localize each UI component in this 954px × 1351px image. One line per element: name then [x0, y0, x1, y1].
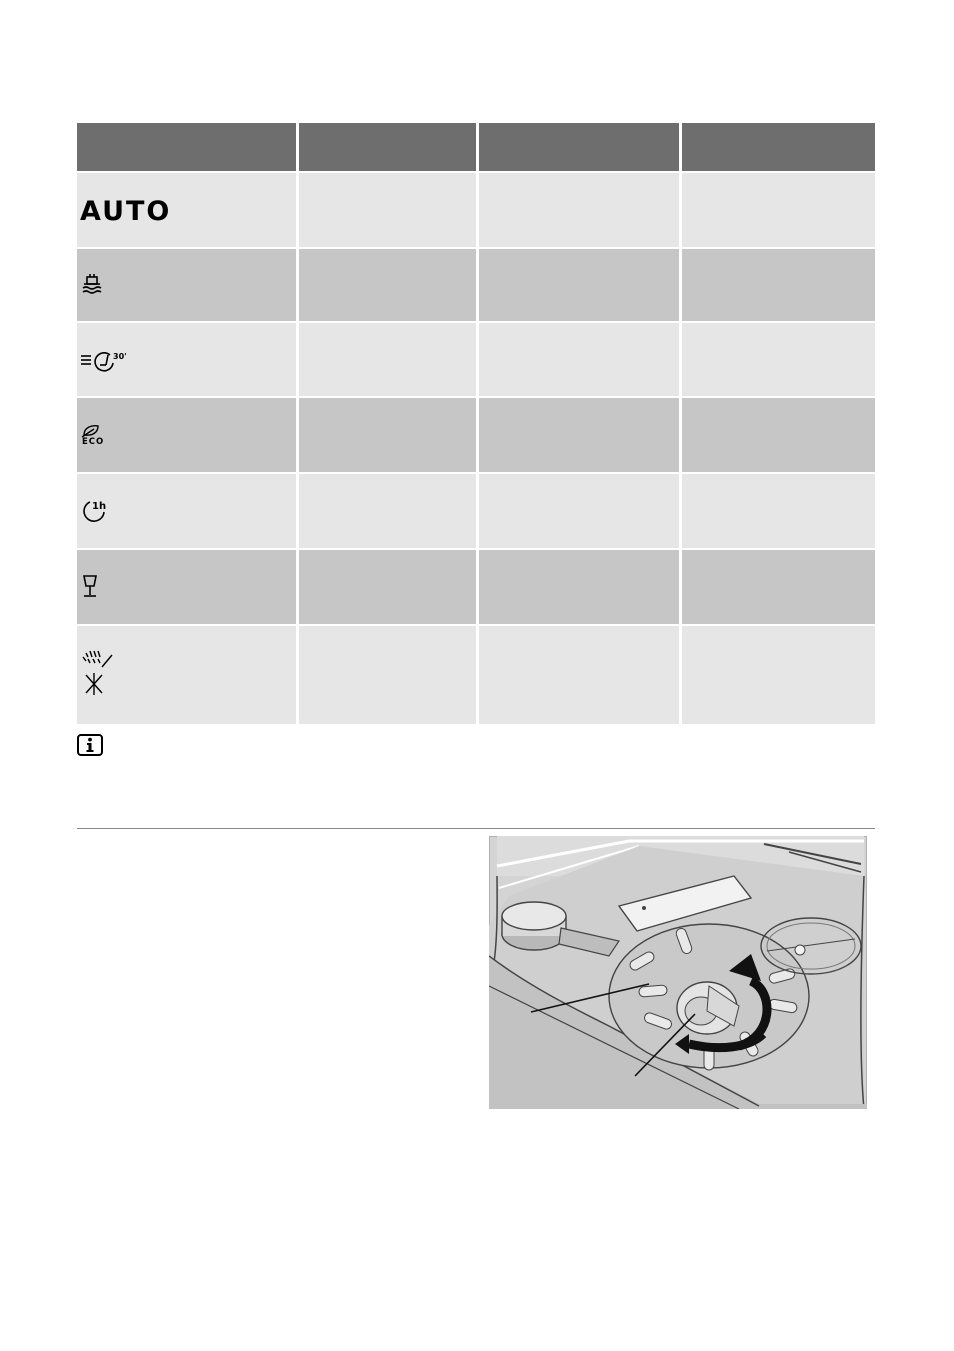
table-cell: [477, 625, 680, 725]
header-cell: [680, 123, 875, 172]
header-cell: [297, 123, 477, 172]
filter-removal-illustration: [489, 836, 867, 1109]
eco-label: ECO: [82, 437, 105, 447]
programme-cell: [77, 473, 297, 549]
programme-cell: [77, 172, 297, 248]
header-cell: [77, 123, 297, 172]
table-cell: [477, 397, 680, 473]
table-cell: [297, 397, 477, 473]
table-cell: [297, 473, 477, 549]
programme-cell: [77, 625, 297, 725]
table-cell: [680, 172, 875, 248]
table-cell: [297, 625, 477, 725]
intensive-wash-icon: [80, 272, 106, 298]
table-cell: [297, 322, 477, 397]
table-header-row: [77, 123, 875, 172]
table-row: [77, 397, 875, 473]
table-cell: [680, 625, 875, 725]
one-hour-label: 1h: [92, 501, 107, 512]
programme-cell: [77, 549, 297, 625]
table-cell: [680, 473, 875, 549]
table-row: [77, 248, 875, 322]
quick-30-icon: [80, 347, 132, 373]
table-cell: [680, 549, 875, 625]
programme-cell: [77, 397, 297, 473]
table-cell: [477, 549, 680, 625]
programme-cell: [77, 322, 297, 397]
table-cell: [680, 248, 875, 322]
table-row: [77, 322, 875, 397]
table-row: [77, 625, 875, 725]
table-row: [77, 473, 875, 549]
table-cell: [477, 172, 680, 248]
table-row: [77, 172, 875, 248]
table-cell: [297, 549, 477, 625]
programme-table: [77, 123, 875, 726]
header-cell: [477, 123, 680, 172]
table-cell: [297, 172, 477, 248]
one-hour-icon: [80, 498, 112, 524]
programme-cell: [77, 248, 297, 322]
table-row: [77, 549, 875, 625]
table-cell: [297, 248, 477, 322]
table-cell: [477, 248, 680, 322]
table-cell: [680, 322, 875, 397]
table-cell: [477, 473, 680, 549]
table-cell: [680, 397, 875, 473]
section-divider: [77, 828, 875, 829]
glass-icon: [80, 574, 100, 600]
quick-30-label: 30': [113, 351, 127, 361]
table-cell: [477, 322, 680, 397]
info-icon: [77, 734, 103, 756]
auto-program-icon: AUTO: [80, 195, 172, 227]
rinse-hold-icon: [80, 649, 116, 701]
